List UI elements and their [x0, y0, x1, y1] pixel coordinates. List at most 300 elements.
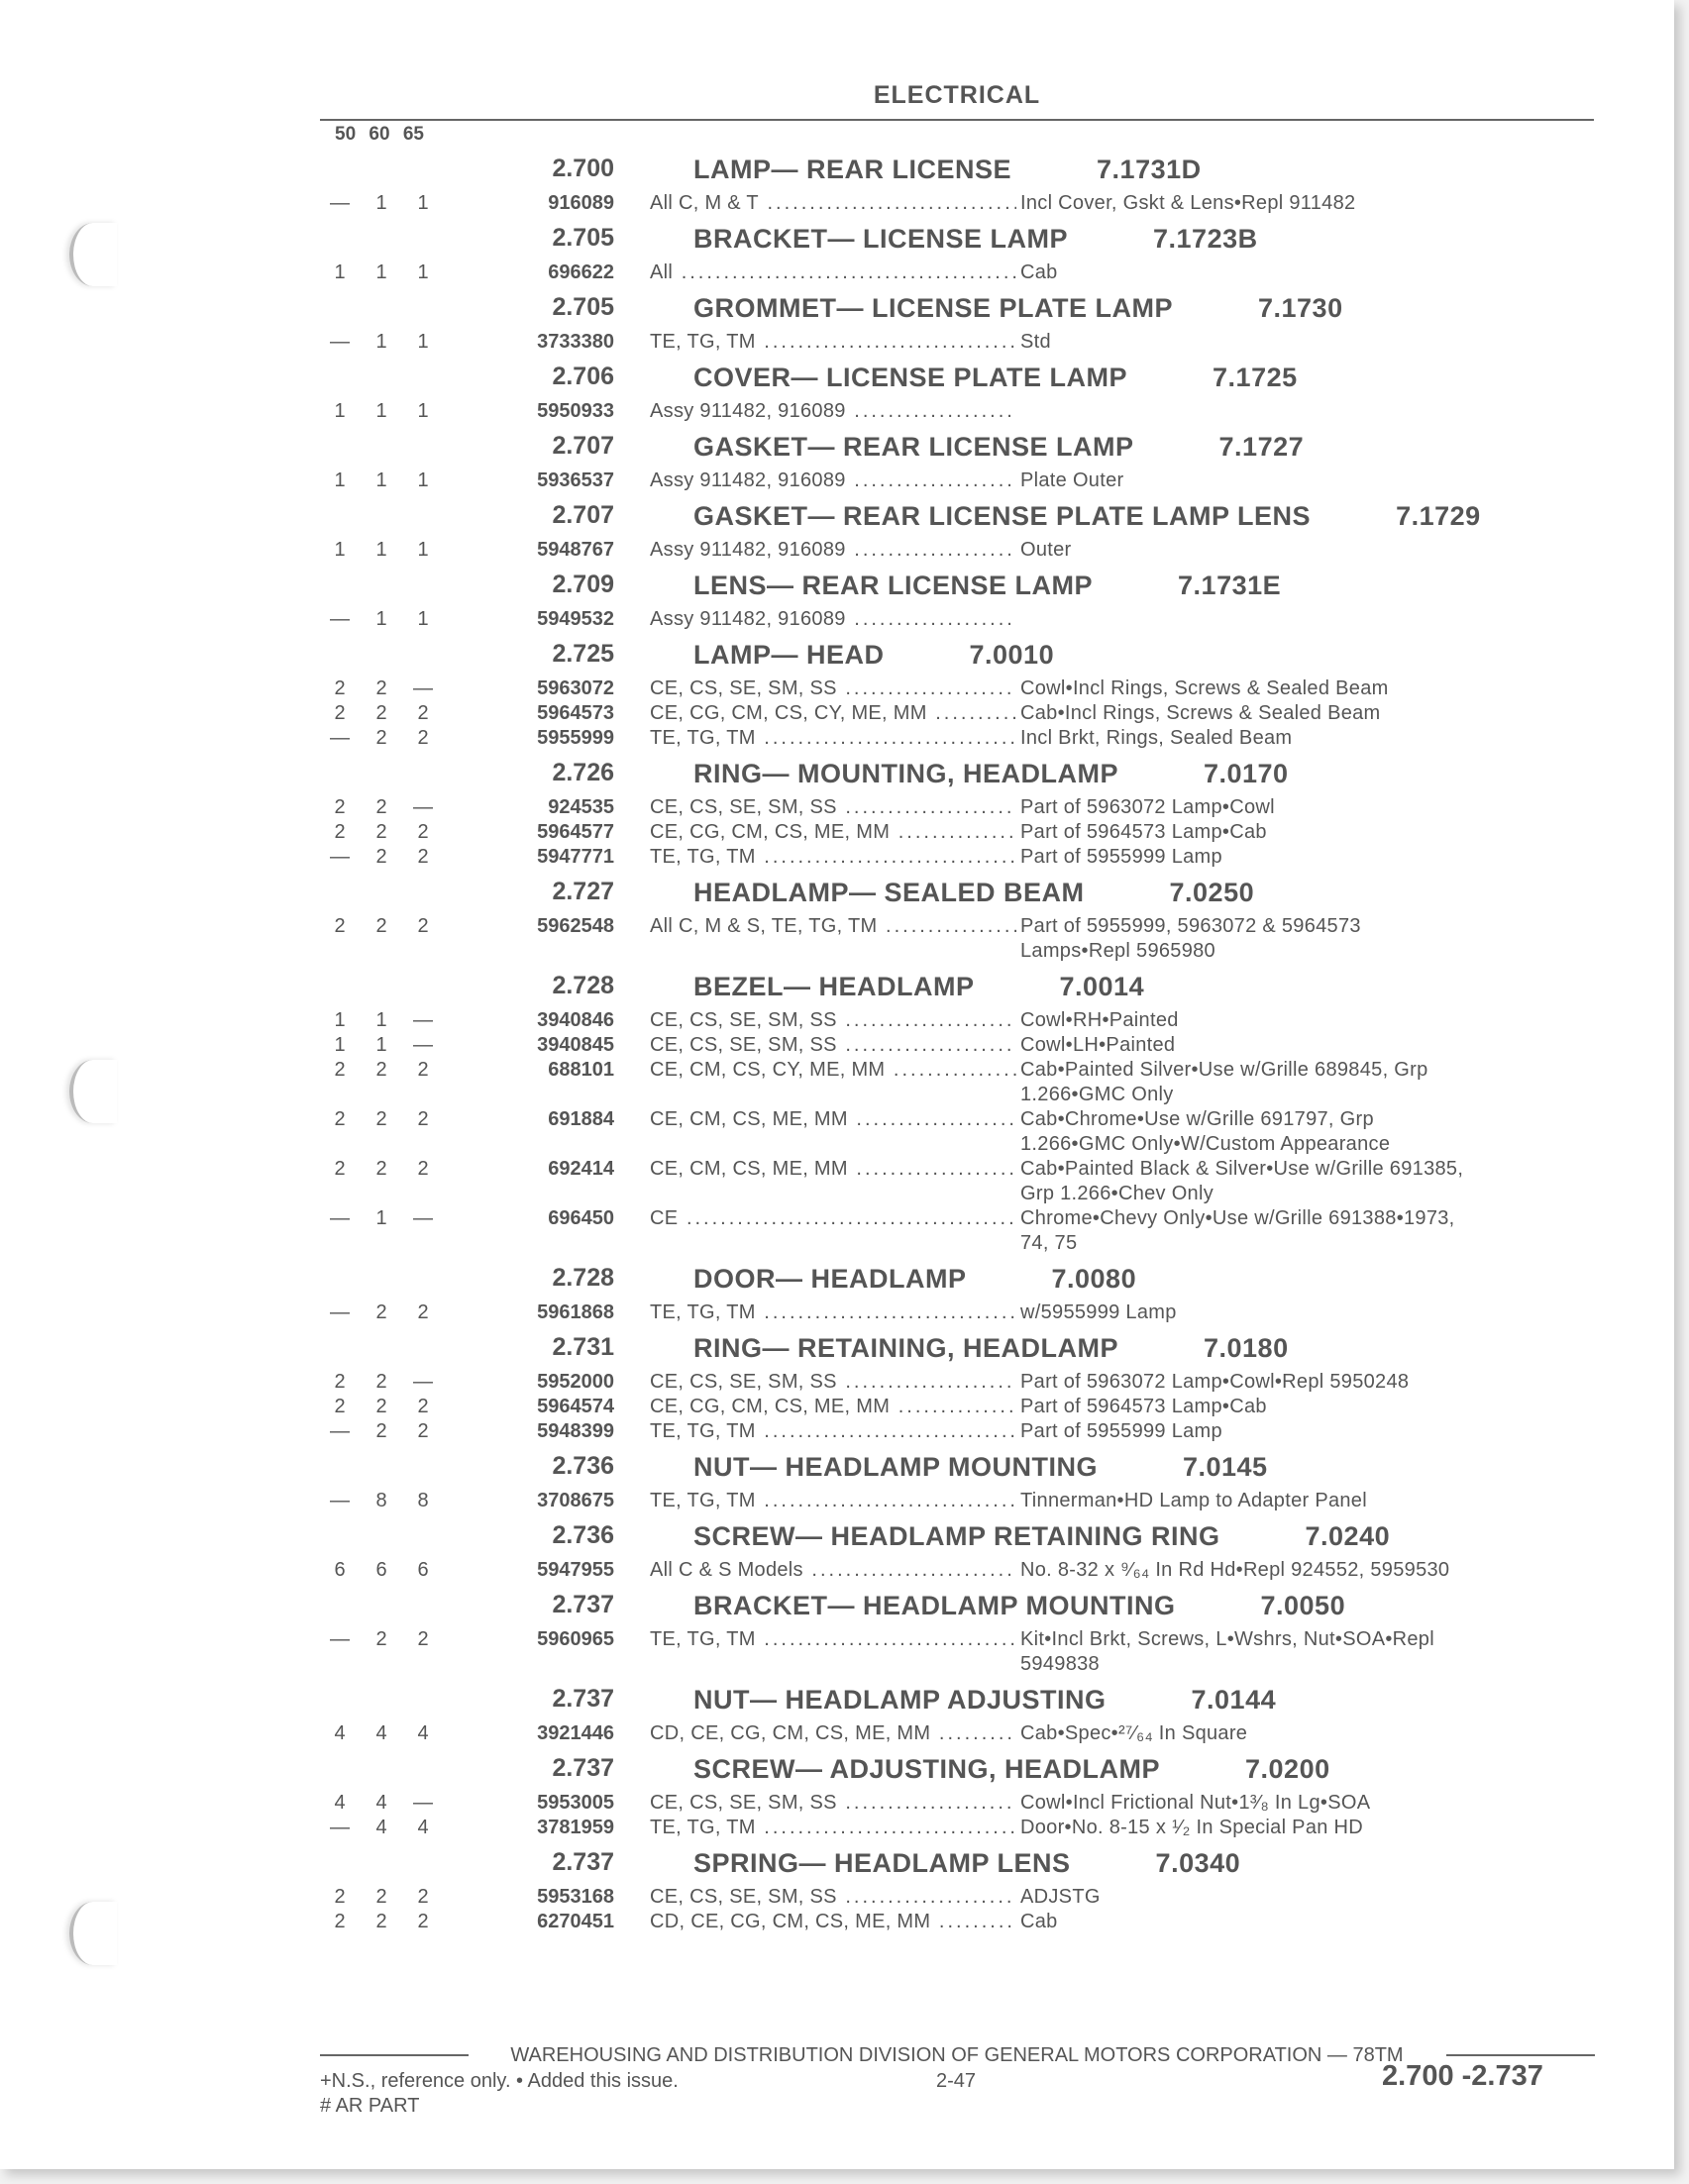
description: Incl Brkt, Rings, Sealed Beam [1020, 727, 1293, 749]
description: Part of 5955999 Lamp [1020, 846, 1222, 868]
group-number: 2.705 [552, 224, 614, 252]
qty-50: 2 [334, 1886, 346, 1908]
qty-65: 2 [417, 1628, 429, 1650]
description: Cowl•LH•Painted [1020, 1034, 1176, 1056]
group-heading [327, 1513, 1605, 1558]
group-number: 2.737 [552, 1848, 614, 1876]
models: CE, CG, CM, CS, CY, ME, MM ..... [650, 701, 1016, 726]
group-number: 2.725 [552, 640, 614, 668]
qty-65: 2 [417, 821, 429, 843]
part-number: 3940846 [537, 1009, 614, 1031]
group-code: 7.1725 [1213, 363, 1298, 392]
group-title: BRACKET— LICENSE LAMP [693, 224, 1069, 254]
group-title: SCREW— HEADLAMP RETAINING RING [693, 1521, 1220, 1551]
part-number: 3940845 [537, 1034, 614, 1056]
qty-50: 2 [334, 796, 346, 818]
group-title-line [693, 293, 1343, 324]
part-group [327, 1444, 1605, 1513]
group-number: 2.731 [552, 1333, 614, 1361]
qty-50: 2 [334, 702, 346, 724]
qty-50: 2 [334, 1911, 346, 1932]
group-title: BEZEL— HEADLAMP [693, 972, 975, 1001]
qty-50: 2 [334, 1158, 346, 1180]
qty-65: — [413, 796, 433, 818]
group-number: 2.736 [552, 1521, 614, 1549]
description: Part of 5955999, 5963072 & 5964573 Lamps•Repl 5965980 [1020, 915, 1361, 962]
group-title-line [693, 155, 1202, 185]
part-group [327, 870, 1605, 964]
part-row [327, 1419, 1605, 1444]
qty-60: 1 [375, 400, 387, 422]
part-row [327, 701, 1605, 726]
group-heading [327, 964, 1605, 1008]
column-headings: 50 60 65 [335, 124, 424, 145]
qty-60: 2 [375, 1158, 387, 1180]
models: Assy 911482, 916089 ..... [650, 538, 1016, 563]
part-group [327, 751, 1605, 870]
qty-60: 2 [375, 702, 387, 724]
group-code: 7.0010 [969, 640, 1055, 670]
footer-division-line: WAREHOUSING AND DISTRIBUTION DIVISION OF GENERAL MOTORS CORPORATION — 78TM [510, 2044, 1404, 2066]
qty-50: 4 [334, 1722, 346, 1744]
group-heading [327, 424, 1605, 468]
qty-50: — [330, 1817, 350, 1838]
group-code: 7.0340 [1155, 1848, 1241, 1878]
description: Part of 5963072 Lamp•Cowl [1020, 796, 1275, 818]
models: Assy 911482, 916089 ..... [650, 399, 1016, 424]
section-title: ELECTRICAL [873, 81, 1041, 109]
group-title-line [693, 972, 1144, 1002]
qty-60: 1 [375, 331, 387, 353]
qty-60: 2 [375, 846, 387, 868]
page-number: 2-47 [936, 2070, 977, 2092]
part-number: 3921446 [537, 1722, 614, 1744]
group-title: SPRING— HEADLAMP LENS [693, 1848, 1071, 1878]
group-title: LENS— REAR LICENSE LAMP [693, 571, 1094, 600]
description: w/5955999 Lamp [1020, 1301, 1177, 1323]
part-number: 5936537 [537, 469, 614, 491]
description: ADJSTG [1020, 1886, 1101, 1908]
group-heading [327, 632, 1605, 676]
part-row [327, 845, 1605, 870]
group-title-line [693, 878, 1254, 908]
qty-50: 2 [334, 677, 346, 699]
models: CE, CS, SE, SM, SS ..... [650, 1008, 1016, 1033]
qty-50: — [330, 1207, 350, 1229]
qty-60: 2 [375, 915, 387, 937]
group-title: SCREW— ADJUSTING, HEADLAMP [693, 1754, 1161, 1784]
parts-list [327, 147, 1605, 1934]
title-rule [320, 119, 1594, 121]
group-number: 2.705 [552, 293, 614, 321]
part-group [327, 285, 1605, 355]
binder-hole [69, 223, 117, 286]
description: No. 8-32 x ⁹⁄₆₄ In Rd Hd•Repl 924552, 5959530 [1020, 1559, 1450, 1581]
qty-65: 2 [417, 1108, 429, 1130]
part-group [327, 964, 1605, 1256]
models: CE, CG, CM, CS, ME, MM ..... [650, 820, 1016, 845]
qty-65: 2 [417, 1301, 429, 1323]
group-heading [327, 1677, 1605, 1721]
qty-65: — [413, 677, 433, 699]
qty-60: 8 [375, 1490, 387, 1511]
group-title: DOOR— HEADLAMP [693, 1264, 967, 1294]
description: Cab [1020, 1911, 1058, 1932]
page-range: 2.700 -2.737 [1382, 2060, 1543, 2092]
group-title-line [693, 1848, 1240, 1879]
qty-60: 1 [375, 1009, 387, 1031]
description: Cowl•Incl Frictional Nut•1³⁄₈ In Lg•SOA [1020, 1792, 1371, 1814]
part-row [327, 726, 1605, 751]
group-code: 7.1727 [1218, 432, 1305, 462]
group-heading [327, 1746, 1605, 1791]
part-row [327, 1816, 1605, 1840]
description: Outer [1020, 539, 1072, 561]
qty-60: 2 [375, 1396, 387, 1417]
description: Cab•Spec•²⁷⁄₆₄ In Square [1020, 1722, 1248, 1744]
group-title-line [693, 1685, 1276, 1716]
group-heading [327, 1840, 1605, 1885]
qty-50: — [330, 608, 350, 630]
group-heading [327, 355, 1605, 399]
qty-60: 4 [375, 1817, 387, 1838]
group-title-line [693, 571, 1281, 601]
part-row [327, 607, 1605, 632]
group-title: RING— RETAINING, HEADLAMP [693, 1333, 1118, 1363]
group-code: 7.1729 [1396, 501, 1481, 531]
models: TE, TG, TM ..... [650, 330, 1016, 355]
qty-60: 1 [375, 539, 387, 561]
models: CE, CS, SE, SM, SS ..... [650, 795, 1016, 820]
description: Plate Outer [1020, 469, 1124, 491]
qty-50: 1 [334, 1034, 346, 1056]
group-title-line [693, 759, 1289, 789]
group-code: 7.0240 [1305, 1521, 1391, 1551]
footer-rule [1446, 2054, 1595, 2056]
qty-65: 1 [417, 608, 429, 630]
group-title-line [693, 501, 1481, 532]
qty-50: 2 [334, 915, 346, 937]
group-code: 7.0170 [1203, 759, 1289, 788]
models: CE, CS, SE, SM, SS ..... [650, 1885, 1016, 1910]
qty-50: 4 [334, 1792, 346, 1814]
part-number: 5948767 [537, 539, 614, 561]
qty-65: 2 [417, 1059, 429, 1081]
group-heading [327, 285, 1605, 330]
part-row [327, 1721, 1605, 1746]
group-number: 2.727 [552, 878, 614, 905]
part-row [327, 538, 1605, 563]
part-number: 5962548 [537, 915, 614, 937]
part-row [327, 795, 1605, 820]
part-number: 5964574 [537, 1396, 614, 1417]
group-code: 7.0180 [1204, 1333, 1289, 1363]
part-group [327, 147, 1605, 216]
description: Kit•Incl Brkt, Screws, L•Wshrs, Nut•SOA•Repl 5949838 [1020, 1628, 1434, 1675]
part-row [327, 468, 1605, 493]
models: All C, M & T ..... [650, 191, 1016, 216]
part-number: 5947955 [537, 1559, 614, 1581]
group-code: 7.0145 [1182, 1452, 1268, 1482]
group-title: NUT— HEADLAMP MOUNTING [693, 1452, 1098, 1482]
part-number: 924535 [548, 796, 614, 818]
part-group [327, 563, 1605, 632]
qty-60: 1 [375, 1034, 387, 1056]
group-title-line [693, 1521, 1390, 1552]
qty-60: 2 [375, 1371, 387, 1393]
group-title: HEADLAMP— SEALED BEAM [693, 878, 1085, 907]
description: Std [1020, 331, 1051, 353]
group-title: RING— MOUNTING, HEADLAMP [693, 759, 1118, 788]
models: Assy 911482, 916089 ..... [650, 468, 1016, 493]
description: Cowl•RH•Painted [1020, 1009, 1179, 1031]
part-number: 5949532 [537, 608, 614, 630]
part-number: 5961868 [537, 1301, 614, 1323]
qty-65: 2 [417, 915, 429, 937]
qty-65: 1 [417, 331, 429, 353]
qty-50: — [330, 192, 350, 214]
qty-65: 2 [417, 702, 429, 724]
group-heading [327, 1583, 1605, 1627]
models: CE, CG, CM, CS, ME, MM ..... [650, 1395, 1016, 1419]
qty-60: 1 [375, 261, 387, 283]
qty-50: 1 [334, 261, 346, 283]
group-code: 7.0080 [1051, 1264, 1137, 1294]
part-row [327, 1008, 1605, 1033]
group-title: GASKET— REAR LICENSE LAMP [693, 432, 1134, 462]
part-group [327, 1583, 1605, 1677]
description: Cowl•Incl Rings, Screws & Sealed Beam [1020, 677, 1389, 699]
part-row [327, 191, 1605, 216]
qty-60: 4 [375, 1722, 387, 1744]
group-heading [327, 216, 1605, 260]
group-title-line [693, 224, 1258, 255]
group-title-line [693, 1264, 1136, 1295]
models: CD, CE, CG, CM, CS, ME, MM ..... [650, 1910, 1016, 1934]
qty-65: 2 [417, 846, 429, 868]
group-heading [327, 493, 1605, 538]
part-number: 692414 [548, 1158, 614, 1180]
footer-note-ar: # AR PART [320, 2095, 420, 2117]
qty-65: 2 [417, 1911, 429, 1932]
models: CE, CS, SE, SM, SS ..... [650, 1791, 1016, 1816]
part-group [327, 1325, 1605, 1444]
part-group [327, 216, 1605, 285]
group-title: COVER— LICENSE PLATE LAMP [693, 363, 1128, 392]
qty-50: — [330, 331, 350, 353]
part-number: 916089 [548, 192, 614, 214]
group-heading [327, 870, 1605, 914]
group-number: 2.726 [552, 759, 614, 786]
qty-60: 1 [375, 608, 387, 630]
group-heading [327, 1325, 1605, 1370]
group-code: 7.1730 [1258, 293, 1343, 323]
models: CE, CM, CS, ME, MM ..... [650, 1107, 1016, 1132]
part-row [327, 1300, 1605, 1325]
qty-65: — [413, 1792, 433, 1814]
qty-60: 2 [375, 796, 387, 818]
group-code: 7.0200 [1245, 1754, 1330, 1784]
part-number: 696622 [548, 261, 614, 283]
group-title-line [693, 1333, 1289, 1364]
part-number: 6270451 [537, 1911, 614, 1932]
part-group [327, 355, 1605, 424]
group-title: LAMP— REAR LICENSE [693, 155, 1012, 184]
part-number: 3733380 [537, 331, 614, 353]
qty-65: 1 [417, 469, 429, 491]
qty-65: 2 [417, 1886, 429, 1908]
qty-50: — [330, 1490, 350, 1511]
description: Cab•Chrome•Use w/Grille 691797, Grp 1.266•GMC Only•W/Custom Appearance [1020, 1108, 1391, 1155]
part-number: 691884 [548, 1108, 614, 1130]
qty-65: 2 [417, 727, 429, 749]
qty-60: 1 [375, 192, 387, 214]
qty-50: — [330, 1301, 350, 1323]
models: TE, TG, TM ..... [650, 1489, 1016, 1513]
group-number: 2.728 [552, 1264, 614, 1292]
models: CE, CS, SE, SM, SS ..... [650, 1033, 1016, 1058]
group-title: NUT— HEADLAMP ADJUSTING [693, 1685, 1107, 1715]
models: TE, TG, TM ..... [650, 1627, 1016, 1652]
part-number: 3708675 [537, 1490, 614, 1511]
part-row [327, 1033, 1605, 1058]
group-number: 2.728 [552, 972, 614, 999]
group-code: 7.0050 [1260, 1591, 1346, 1620]
description: Tinnerman•HD Lamp to Adapter Panel [1020, 1490, 1367, 1511]
part-group [327, 424, 1605, 493]
models: CD, CE, CG, CM, CS, ME, MM ..... [650, 1721, 1016, 1746]
models: CE ..... [650, 1206, 1016, 1231]
group-number: 2.706 [552, 363, 614, 390]
qty-60: 2 [375, 1911, 387, 1932]
qty-50: — [330, 727, 350, 749]
qty-65: 4 [417, 1817, 429, 1838]
part-number: 5960965 [537, 1628, 614, 1650]
qty-50: 1 [334, 400, 346, 422]
description: Cab•Painted Black & Silver•Use w/Grille 691385, Grp 1.266•Chev Only [1020, 1158, 1464, 1204]
qty-65: — [413, 1034, 433, 1056]
description: Part of 5955999 Lamp [1020, 1420, 1222, 1442]
group-number: 2.737 [552, 1591, 614, 1618]
group-number: 2.709 [552, 571, 614, 598]
models: CE, CS, SE, SM, SS ..... [650, 676, 1016, 701]
description: Part of 5963072 Lamp•Cowl•Repl 5950248 [1020, 1371, 1410, 1393]
binder-hole [69, 1060, 117, 1123]
group-number: 2.737 [552, 1754, 614, 1782]
part-number: 5950933 [537, 400, 614, 422]
models: TE, TG, TM ..... [650, 1816, 1016, 1840]
group-number: 2.707 [552, 432, 614, 460]
qty-65: 1 [417, 261, 429, 283]
part-row [327, 399, 1605, 424]
group-code: 7.1731E [1178, 571, 1282, 600]
description: Part of 5964573 Lamp•Cab [1020, 821, 1267, 843]
qty-65: 2 [417, 1420, 429, 1442]
models: TE, TG, TM ..... [650, 845, 1016, 870]
description: Cab [1020, 261, 1058, 283]
qty-50: 2 [334, 1108, 346, 1130]
qty-60: 2 [375, 821, 387, 843]
qty-50: 1 [334, 469, 346, 491]
part-row [327, 1107, 1605, 1157]
qty-65: 6 [417, 1559, 429, 1581]
qty-50: 6 [334, 1559, 346, 1581]
qty-60: 2 [375, 677, 387, 699]
part-row [327, 676, 1605, 701]
group-code: 7.1723B [1153, 224, 1258, 254]
part-group [327, 493, 1605, 563]
group-title: GASKET— REAR LICENSE PLATE LAMP LENS [693, 501, 1312, 531]
group-title-line [693, 1452, 1268, 1483]
qty-60: 2 [375, 1628, 387, 1650]
group-title: BRACKET— HEADLAMP MOUNTING [693, 1591, 1176, 1620]
part-group [327, 1256, 1605, 1325]
part-number: 5963072 [537, 677, 614, 699]
qty-50: — [330, 1628, 350, 1650]
part-number: 5948399 [537, 1420, 614, 1442]
models: CE, CS, SE, SM, SS ..... [650, 1370, 1016, 1395]
group-title-line [693, 1754, 1330, 1785]
part-number: 3781959 [537, 1817, 614, 1838]
part-group [327, 1746, 1605, 1840]
qty-65: 8 [417, 1490, 429, 1511]
description: Part of 5964573 Lamp•Cab [1020, 1396, 1267, 1417]
group-number: 2.736 [552, 1452, 614, 1480]
qty-50: 2 [334, 1059, 346, 1081]
part-row [327, 914, 1605, 964]
part-row [327, 1627, 1605, 1677]
part-row [327, 1206, 1605, 1256]
qty-50: 2 [334, 1396, 346, 1417]
binder-hole [69, 1902, 117, 1965]
group-title-line [693, 432, 1304, 463]
part-row [327, 1370, 1605, 1395]
part-row [327, 1058, 1605, 1107]
group-code: 7.0144 [1191, 1685, 1277, 1715]
qty-60: 2 [375, 727, 387, 749]
models: TE, TG, TM ..... [650, 1300, 1016, 1325]
part-number: 5955999 [537, 727, 614, 749]
part-group [327, 1840, 1605, 1934]
qty-50: 2 [334, 1371, 346, 1393]
description: Cab•Incl Rings, Screws & Sealed Beam [1020, 702, 1381, 724]
part-number: 5964573 [537, 702, 614, 724]
qty-60: 2 [375, 1301, 387, 1323]
part-number: 5952000 [537, 1371, 614, 1393]
group-title-line [693, 640, 1054, 671]
group-heading [327, 147, 1605, 191]
qty-65: 4 [417, 1722, 429, 1744]
models: All C & S Models ..... [650, 1558, 1016, 1583]
qty-65: 2 [417, 1158, 429, 1180]
part-row [327, 1395, 1605, 1419]
qty-60: 1 [375, 469, 387, 491]
models: All ..... [650, 260, 1016, 285]
group-code: 7.0014 [1059, 972, 1145, 1001]
part-number: 688101 [548, 1059, 614, 1081]
models: CE, CM, CS, ME, MM ..... [650, 1157, 1016, 1182]
part-row [327, 1558, 1605, 1583]
group-number: 2.707 [552, 501, 614, 529]
group-heading [327, 751, 1605, 795]
part-row [327, 1791, 1605, 1816]
qty-60: 4 [375, 1792, 387, 1814]
models: TE, TG, TM ..... [650, 1419, 1016, 1444]
qty-60: 2 [375, 1108, 387, 1130]
group-title: GROMMET— LICENSE PLATE LAMP [693, 293, 1173, 323]
part-number: 5953168 [537, 1886, 614, 1908]
qty-60: 1 [375, 1207, 387, 1229]
